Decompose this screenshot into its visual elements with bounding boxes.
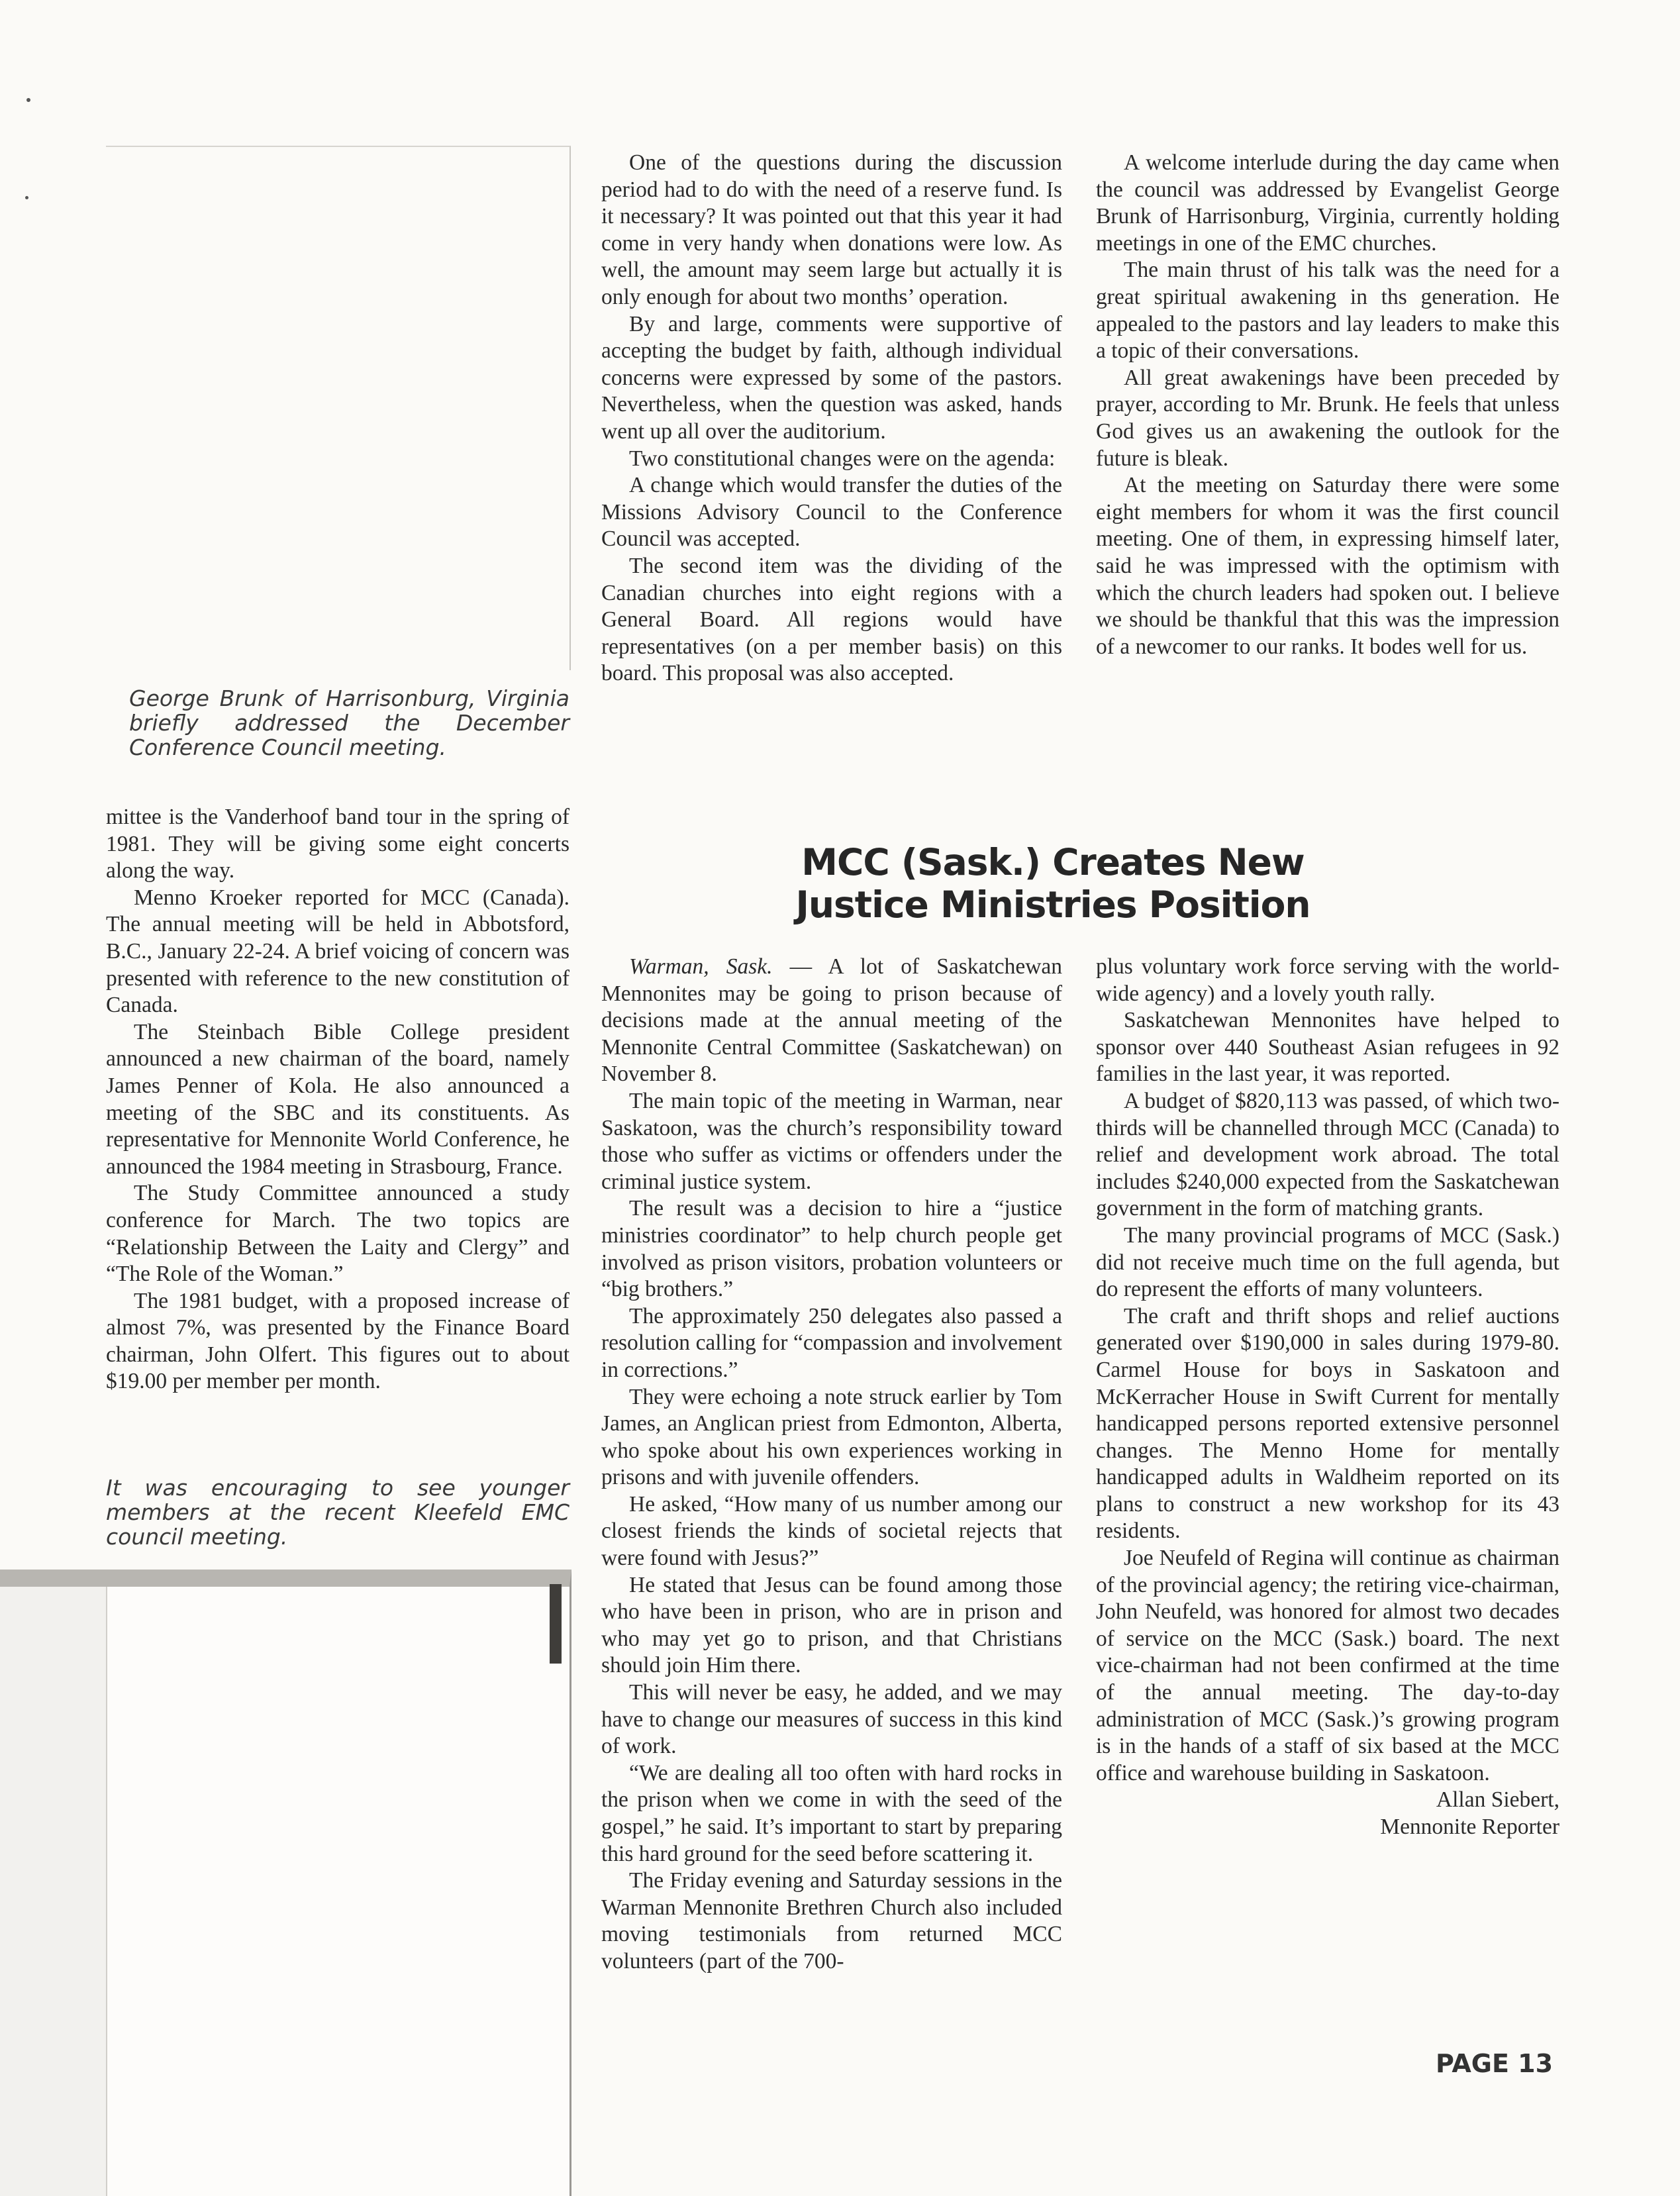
paragraph: Two constitutional changes were on the agenda:: [629, 446, 1056, 471]
headline-line-1: MCC (Sask.) Creates New: [801, 841, 1305, 883]
paragraph: The 1981 budget, with a proposed increase of almost 7%, was presented by the Finance Board chairman, John Olfert. This figures out to about $19.00 per member per month.: [106, 1288, 569, 1394]
paragraph: The craft and thrift shops and relief auctions generated over $190,000 in sales during 1979-80. Carmel House for boys in Saskatoon and McKerracher House in Swift Current for mentally handicapped persons reported extensive personnel changes. The Menno Home for mentally handicapped adults in Waldheim reported on its plans to construct a new workshop for its 43 residents.: [1096, 1303, 1559, 1544]
paragraph: mittee is the Vanderhoof band tour in the spring of 1981. They will be giving some eight concerts along the way.: [106, 805, 569, 883]
page-number: PAGE 13: [1436, 2049, 1554, 2078]
paragraph: He stated that Jesus can be found among those who have been in prison, who are in prison and who may yet go to prison, and that Christians should join Him there.: [601, 1572, 1062, 1678]
paragraph: The main thrust of his talk was the need for a great spiritual awakening in ths generation. He appealed to the pastors and lay leaders to make this a topic of their conversations.: [1096, 258, 1559, 364]
photo-george-brunk: [106, 146, 571, 670]
byline-publication: Mennonite Reporter: [1380, 1815, 1559, 1839]
caption-bottom: It was encouraging to see younger members at the recent Kleefeld EMC council meeting.: [106, 1475, 569, 1550]
paragraph: This will never be easy, he added, and we may have to change our measures of success in this kind of work.: [601, 1680, 1062, 1759]
article-column-1: [601, 954, 1062, 1975]
paragraph: The Steinbach Bible College president announced a new chairman of the board, namely James Penner of Kola. He also announced a meeting of the SBC and its constituents. As representative for Mennonite World Conference, he announced the 1984 meeting in Strasbourg, France.: [106, 1019, 569, 1179]
photo-dark-mark: [550, 1584, 562, 1664]
headline-line-2: Justice Ministries Position: [795, 883, 1310, 926]
right-top-column: [1096, 150, 1559, 660]
paragraph: All great awakenings have been preceded by prayer, according to Mr. Brunk. He feels that unless God gives us an awakening the outlook for the future is bleak.: [1096, 365, 1559, 471]
paragraph: A budget of $820,113 was passed, of which two-thirds will be channelled through MCC (Canada) to relief and development work abroad. The total includes $240,000 expected from the Saskatchewan government in the form of matching grants.: [1096, 1088, 1559, 1221]
caption-top: George Brunk of Harrisonburg, Virginia briefly addressed the December Conference Council meeting.: [129, 685, 569, 760]
paragraph: A welcome interlude during the day came when the council was addressed by Evangelist George Brunk of Harrisonburg, Virginia, currently holding meetings in one of the EMC churches.: [1096, 150, 1559, 256]
article-headline: [689, 841, 1417, 926]
paragraph: At the meeting on Saturday there were some eight members for whom it was the first council meeting. One of them, in expressing himself later, said he was impressed with the optimism with which the church leaders had spoken out. I believe we should be thankful that this was the impression of a newcomer to our ranks. It bodes well for us.: [1096, 473, 1559, 659]
paragraph: They were echoing a note struck earlier by Tom James, an Anglican priest from Edmonton, Alberta, who spoke about his own experiences working in prisons and with juvenile offenders.: [601, 1384, 1062, 1490]
paragraph: The Study Committee announced a study conference for March. The two topics are “Relationship Between the Laity and Clergy” and “The Role of the Woman.”: [106, 1181, 569, 1287]
paragraph: A change which would transfer the duties of the Missions Advisory Council to the Conference Council was accepted.: [601, 473, 1062, 552]
byline-name: Allan Siebert,: [1436, 1787, 1559, 1813]
paragraph: The approximately 250 delegates also passed a resolution calling for “compassion and involvement in corrections.”: [601, 1303, 1062, 1382]
paragraph: Joe Neufeld of Regina will continue as chairman of the provincial agency; the retiring vice-chairman, John Neufeld, was honored for almost two decades of service on the MCC (Sask.) board. The next vice-chairman had not been confirmed at the time of the annual meeting. The day-to-day administration of MCC (Sask.)’s growing program is in the hands of a staff of six based at the MCC office and warehouse building in Saskatoon.: [1096, 1546, 1559, 1785]
photo-edge: [0, 1587, 107, 2196]
paragraph: The main topic of the meeting in Warman, near Saskatoon, was the church’s responsibility toward those who suffer as victims or offenders under the criminal justice system.: [601, 1088, 1062, 1194]
paragraph: By and large, comments were supportive of accepting the budget by faith, although individual concerns were expressed by some of the pastors. Nevertheless, when the question was asked, hands went up all over the auditorium.: [601, 311, 1062, 444]
article-column-2: [1096, 954, 1559, 1841]
speck: [25, 196, 28, 199]
paragraph: One of the questions during the discussion period had to do with the need of a reserve fund. Is it necessary? It was pointed out that this year it had come in very handy when donations were low. As well, the amount may seem large but actually it is only enough for about two months’ operation.: [601, 150, 1062, 309]
paragraph: The second item was the dividing of the Canadian churches into eight regions with a General Board. All regions would have representatives (on a per member basis) on this board. This proposal was also accepted.: [601, 553, 1062, 686]
paragraph: The many provincial programs of MCC (Sask.) did not receive much time on the full agenda, but do represent the efforts of many volunteers.: [1096, 1223, 1559, 1302]
paragraph: He asked, “How many of us number among our closest friends the kinds of societal rejects that were found with Jesus?”: [601, 1491, 1062, 1571]
middle-top-column: [601, 150, 1062, 687]
paragraph: “We are dealing all too often with hard rocks in the prison when we come in with the seed of the gospel,” he said. It’s important to start by preparing this hard ground for the seed before scattering it.: [601, 1760, 1062, 1866]
paragraph: The Friday evening and Saturday sessions in the Warman Mennonite Brethren Church also included moving testimonials from returned MCC volunteers (part of the 700-: [601, 1868, 1062, 1973]
paragraph: Saskatchewan Mennonites have helped to sponsor over 440 Southeast Asian refugees in 92 families in the last year, it was reported.: [1096, 1008, 1559, 1087]
lead-paragraph: [601, 954, 1062, 1088]
paragraph: Menno Kroeker reported for MCC (Canada). The annual meeting will be held in Abbotsford, B.C., January 22-24. A brief voicing of concern was presented with reference to the new constitution of Canada.: [106, 885, 569, 1018]
paragraph: plus voluntary work force serving with the world-wide agency) and a lovely youth rally.: [1096, 954, 1559, 1006]
paragraph: The result was a decision to hire a “justice ministries coordinator” to help church people get involved as prison visitors, probation volunteers or “big brothers.”: [601, 1196, 1062, 1302]
speck: [26, 98, 30, 102]
lead-text: — A lot of Saskatchewan Mennonites may be going to prison because of decisions made at the annual meeting of the Mennonite Central Committee (Saskatchewan) on November 8.: [601, 954, 1063, 1087]
left-column: [106, 804, 569, 1395]
photo-kleefeld-meeting: [0, 1570, 571, 2196]
dateline: Warman, Sask.: [629, 954, 773, 979]
